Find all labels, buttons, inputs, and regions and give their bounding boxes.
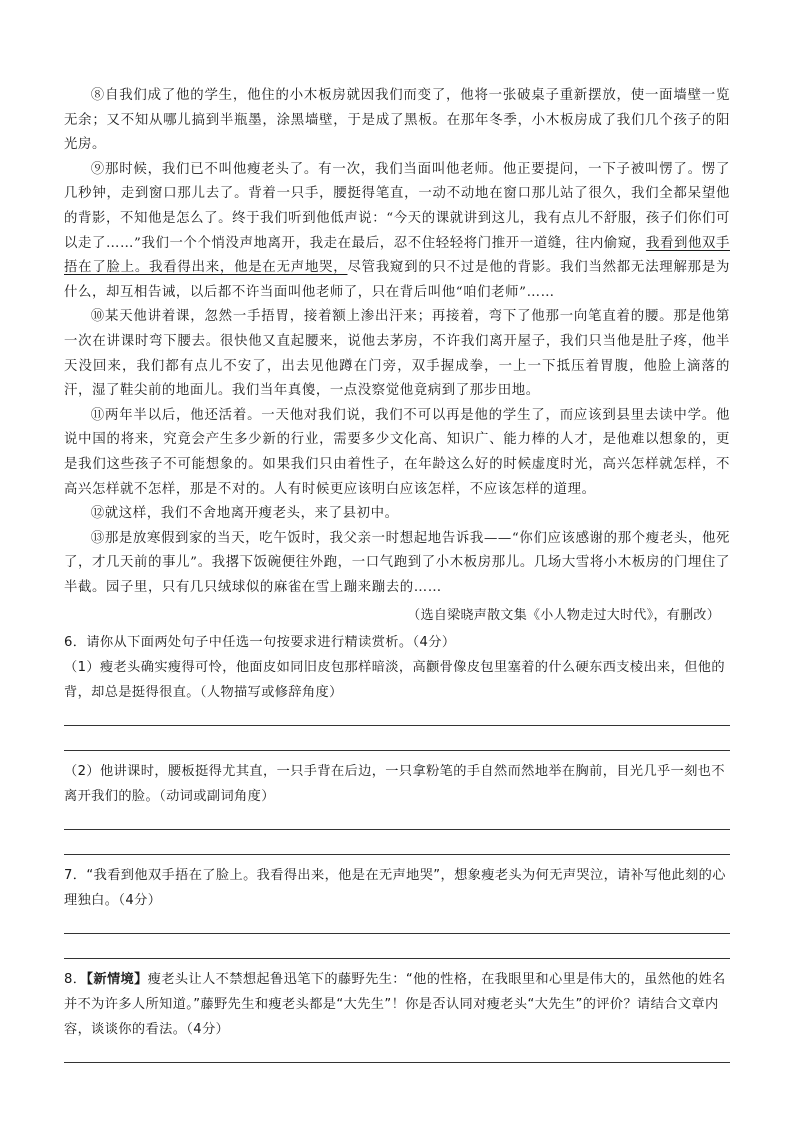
source-citation: （选自梁晓声散文集《小人物走过大时代》，有删改）: [407, 608, 720, 624]
paragraph-9-text-b: 尽管我窥到的只不过是他的背影。我们当然都无法理解那是为什么，却互相告诫，以后都不许当面叫他老师了，只在背后叫他“咱们老师”……: [64, 260, 730, 300]
paragraph-10: ⑩某天他讲着课，忽然一手捂胃，接着额上渗出汗来；再接着，弯下了他那一向笔直着的腰。那是他第一次在讲课时弯下腰去。很快他又直起腰来，说他去茅房，不许我们离开屋子，我们只当他是肚子疼，他半天没回来，我们都有点儿不安了，出去见他蹲在门旁，双手握成拳，一上一下抵压着胃腹，他脸上滴落的汗，湿了鞋尖前的地面儿。我们当年真傻，一点没察觉他竟病到了那步田地。: [64, 309, 730, 399]
underlined-sentence: 我看到他双手捂在了脸上。我看得出来，他是在无声地哭，: [64, 235, 730, 276]
answer-line[interactable]: [64, 829, 730, 830]
answer-line[interactable]: [64, 750, 730, 751]
exam-page: [64, 84, 730, 1063]
paragraph-13: ⑬那是放寒假到家的当天，吃午饭时，我父亲一时想起地告诉我——“你们应该感谢的那个瘦老头，他死了，才几天前的事儿”。我撂下饭碗便往外跑，一口气跑到了小木板房那儿。几场大雪将小木板房的门埋住了半截。园子里，只有几只绒球似的麻雀在雪上蹦来蹦去的……: [64, 530, 730, 595]
paragraph-8: ⑧自我们成了他的学生，他住的小木板房就因我们而变了，他将一张破桌子重新摆放，使一面墙壁一览无余；又不知从哪儿搞到半瓶墨，涂黑墙壁，于是成了黑板。在那年冬季，小木板房成了我们几个孩子的阳光房。: [64, 88, 730, 153]
question-8-number: 8．: [64, 972, 87, 988]
answer-line[interactable]: [64, 854, 730, 855]
answer-line[interactable]: [64, 1062, 730, 1063]
paragraph-9: [64, 158, 730, 306]
question-7: 7．“我看到他双手捂在了脸上。我看得出来，他是在无声地哭”，想象瘦老头为何无声哭泣，请补写他此刻的心理独白。（4分）: [64, 868, 726, 909]
question-6-option-1: （1）瘦老头确实瘦得可怜，他面皮如同旧皮包那样暗淡，高颧骨像皮包里塞着的什么硬东西支棱出来，但他的背，却总是挺得很直。（人物描写或修辞角度）: [64, 660, 725, 701]
paragraph-11: ⑪两年半以后，他还活着。一天他对我们说，我们不可以再是他的学生了，而应该到县里去读中学。他说中国的将来，究竟会产生多少新的行业，需要多少文化高、知识广、能力棒的人才，是他难以想象的，更是我们这些孩子不可能想象的。如果我们只由着性子，在年龄这么好的时候虚度时光，高兴怎样就怎样，不高兴怎样就不怎样，那是不对的。人有时候更应该明白应该怎样，不应该怎样的道理。: [64, 407, 730, 497]
answer-line[interactable]: [64, 933, 730, 934]
paragraph-12: ⑫就这样，我们不舍地离开瘦老头，来了县初中。: [90, 506, 399, 522]
question-8: [64, 967, 730, 1042]
paragraph-9-text-a: ⑨那时候，我们已不叫他瘦老头了。有一次，我们当面叫他老师。他正要提问，一下子被叫愣了。愣了几秒钟，走到窗口那儿去了。背着一只手，腰挺得笔直，一动不动地在窗口那儿站了很久，我们全都呆望他的背影，不知他是怎么了。终于我们听到他低声说：“今天的课就讲到这儿，我有点儿不舒服，孩子们你们可以走了……”我们一个个悄没声地离开，我走在最后，忍不住轻轻将门推开一道缝，往内偷窥，: [64, 161, 730, 251]
answer-line[interactable]: [64, 958, 730, 959]
question-8-body: 瘦老头让人不禁想起鲁迅笔下的藤野先生：“他的性格，在我眼里和心里是伟大的，虽然他的姓名并不为许多人所知道。”藤野先生和瘦老头都是“大先生”！你是否认同对瘦老头“大先生”的评价？请结合文章内容，谈谈你的看法。（4分）: [64, 972, 726, 1038]
answer-line[interactable]: [64, 725, 730, 726]
question-6-option-2: （2）他讲课时，腰板挺得尤其直，一只手背在后边，一只拿粉笔的手自然而然地举在胸前，目光几乎一刻也不离开我们的脸。（动词或副词角度）: [64, 764, 725, 805]
new-context-tag: 【新情境】: [86, 972, 148, 988]
question-6-title: 6．请你从下面两处句子中任选一句按要求进行精读赏析。（4分）: [64, 635, 456, 651]
